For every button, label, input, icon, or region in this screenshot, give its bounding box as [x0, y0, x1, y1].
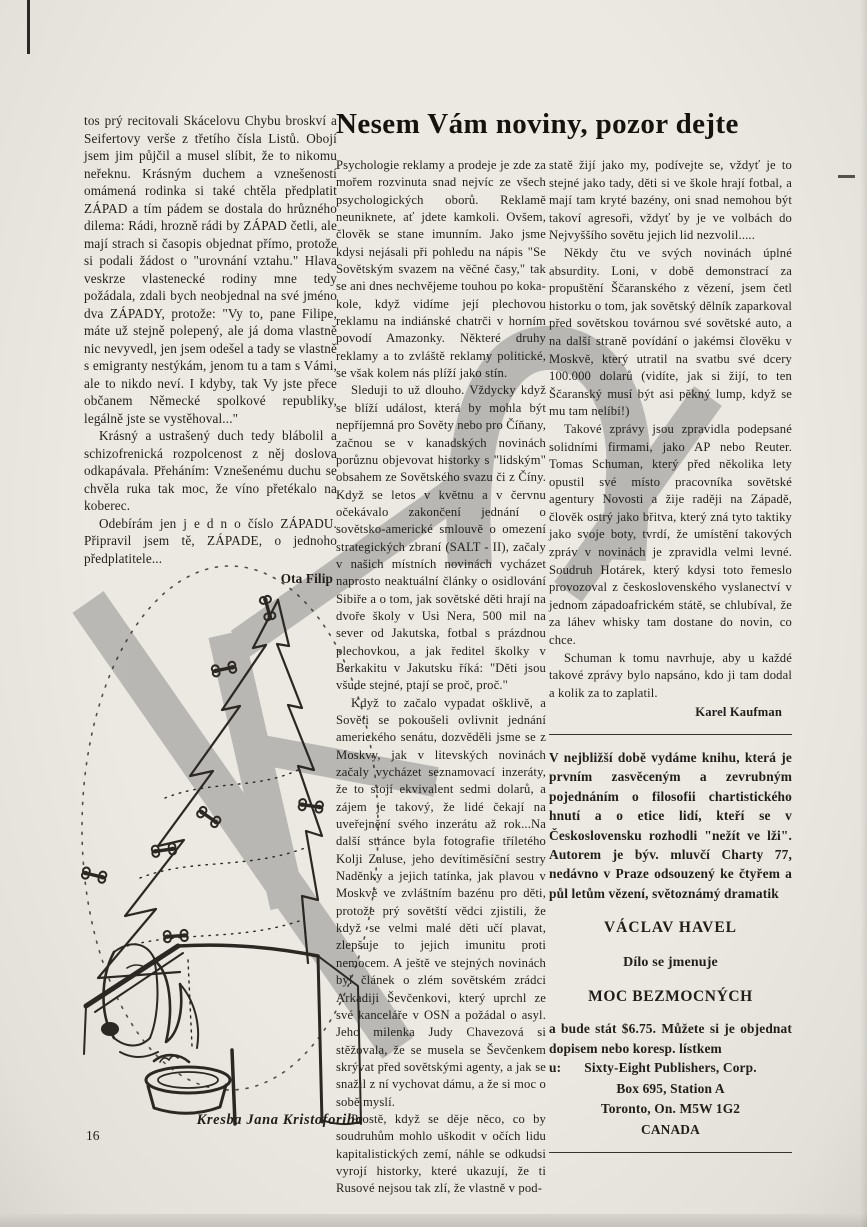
- paragraph: Sleduji to už dlouho. Vždycky když se blíží událost, která by mohla být nepříjemná pro Sověty nebo pro Číňany, začnou se v kanadských novinách porůznu objevovat historky s "lidským" obsahem ze Sovětského svazu či z Číny. Když se letos v květnu a v červnu očekávalo zakončení jednání o sovětsko-americké smlouvě o omezení strategických zbraní (SALT - II), začaly v našich místních novinách vycházet naprosto neaktuální články o osidlování Sibiře a o tom, jak sovětské děti hrají na dvoře školy v Usi Nera, 500 mil na sever od Jakutska, fotbal s prázdnou plechovkou, a jak ředitel školky v Berkakitu v Jakutsku říká: "Děti jsou všude stejné, ptají se proč, proč.": [336, 383, 546, 693]
- paragraph: statě žijí jako my, podívejte se, vždyť je to stejné jako tady, děti si ve škole hrají fotbal, a mají tam kryté bazény, oni snad nemohou být takoví agresoři, vždyť by je ve volbách do Nejvyššího sovětu jejich lid nezvolil.....: [549, 158, 792, 243]
- announcement-work-label: Dílo se jmenuje: [623, 954, 718, 970]
- dog-and-doghouse-drawing: [70, 548, 390, 1138]
- announcement-book-title: MOC BEZMOCNÝCH: [588, 988, 753, 1006]
- address-line: CANADA: [641, 1121, 700, 1137]
- left-column: [84, 112, 337, 588]
- address-line: Sixty-Eight Publishers, Corp.: [584, 1060, 757, 1076]
- article-headline: Nesem Vám noviny, pozor dejte: [336, 108, 739, 140]
- paragraph: Prostě, když se děje něco, co by soudruhům mohlo uškodit v očích lidu kapitalistických zemí, náhle se odkudsi vyrojí historky, které ukazují, že ti Rusové nejsou tak zlí, že vlastně v pod-: [336, 1111, 546, 1196]
- announcement-order-info: a bude stát $6.75. Můžete si je objednat dopisem nebo koresp. lístkem: [549, 1021, 792, 1056]
- paragraph: Odebírám jen j e d n o číslo ZÁPADU. Připravil jsem tě, ZÁPADE, o jednoho předplatitele...: [84, 515, 337, 566]
- author-signature: Ota Filip: [280, 571, 333, 586]
- paragraph: tos prý recitovali Skácelovu Chybu broskví a Seifertovy verše z třetího čísla Listů. Obojí jsem jim půjčil a musel slíbit, že to nikomu neřeknu. Krásným duchem a vznešeností omámená rodinka si také chtěla předplatit ZÁPAD a tím pádem se dostala do hrůzného dilema: Rádi, hrozně rádi by ZÁPAD četli, ale mají strach si časopis objednat přímo, protože si podali žádost o "urovnání vztahu." Hlava veskrze vlastenecké rodiny mne tedy požádala, zdali bych neobjednal na své jméno dva ZÁPADY, protože: "Vy to, pane Filipe, máte už stejně polepený, ale já doma vlastně nic nevyvedl, jen jsem odešel a tady se vlastně s emigranty nestýkám, jenom tu a tam s Vámi, ale to nikdo neví. I kdyby, tak Vy jste přece občanem Německé spolkové republiky, legálně jste se vystěhoval...": [84, 113, 337, 426]
- address-u-label: u:: [549, 1060, 562, 1076]
- publisher-address-block: [549, 1058, 792, 1140]
- announcement-author-name: VÁCLAV HAVEL: [603, 919, 738, 937]
- section-divider-top: [549, 734, 792, 735]
- paragraph: Psychologie reklamy a prodeje je zde za mořem rozvinuta snad nejvíc ze všech psychologických oborů. Reklamě neuniknete, ať jdete kamkoli. Ovšem, člověk se stane imunním. Jako jsme kdysi nejásali při pohledu na nápis "Se Sovětským svazem na věčné časy," tak se ani dnes nechvějeme touhou po koka-kole, když vidíme její plechovou reklamu na indiánské chatrči v horním povodí Amazonky. Některé druhy reklamy a to zvláště reklamy politické, se však kolem nás plíží jako stín.: [336, 158, 546, 381]
- paragraph: Když to začalo vypadat ošklivě, a Sověti se pokoušeli ovlivnit jednání amerického senátu, dozvěděli jsme se z Moskvy, jak v litevských novinách začaly vycházet seznamovací inzeráty, že to stojí ekvivalent sedmi dolarů, a zájem je takový, že lidé čekají na uveřejnění svého inzerátu až rok...Na další stránce byla fotografie tříletého Kolji Zaluse, jeho devítiměsíční sestry Naděnky a jejich tatínka, jak plavou v Moskvě ve zvláštním bazénu pro děti, protože prý sovětští vědci zjistili, že když se velmi malé děti učí plavat, zlepšuje to jejich imunitu proti nemocem. A ještě ve stejných novinách byl článek o zlém sovětském zrádci Arkadiji Ševčenkovi, který uprchl ze své kanceláře v OSN a požádal o asyl. Jeho milenka Judy Chavezová si stěžovala, že se musela se Ševčenkem skrývat před sovětskými agenty, a jak se snažil z ní vychovat dámu, a že si moc o sobě myslí.: [336, 695, 546, 1109]
- paragraph: Schuman k tomu navrhuje, aby u každé takové zprávy bylo napsáno, kdo ji tam dodal a kolik za to zaplatil.: [549, 650, 792, 700]
- address-line: Box 695, Station A: [616, 1080, 725, 1096]
- address-line: Toronto, On. M5W 1G2: [600, 1101, 741, 1117]
- paragraph: Krásný a ustrašený duch tedy blábolil a schizofrenická rozpolcenost z něj doslova odkapávala. Přeháním: Vznešenému duchu se chvěla ruka tak moc, že víno přetékalo na koberec.: [84, 428, 337, 513]
- paragraph: Někdy čtu ve svých novinách úplné absurdity. Loni, v době demonstrací za propuštění Ščaranského z vězení, jsem četl historku o tom, jak sovětský dělník zaparkoval před sovětskou továrnou své sovětské auto, a na další straně povídání o jakémsi člověku v Moskvě, který utratil na svatbu své dcery 100.000 dolarů (vidíte, jak si žijí, to ten Ščaranský musí být asi pěkný lump, když se mu tam nelíbí!): [549, 245, 792, 419]
- section-divider-bottom: [549, 1152, 792, 1153]
- right-column: [549, 157, 792, 1153]
- paragraph: Takové zprávy jsou zpravidla podepsané solidními firmami, jako AP nebo Reuter. Tomas Schuman, který před několika lety opustil své místo pracovníka sovětské agentury Novosti a žije raději na Západě, člověk ostrý jako břitva, který zná tyto taktiky jako svoje boty, tvrdí, že umístění takových zpráv v novinách je zpravidla velmi levné. Soudruh Hotárek, který kdysi toto řemeslo provozoval z československého vyslanectví v jednom západoafrickém státě, se chlubíval, že za láhev whisky tam dostane do novin, co chce.: [549, 421, 792, 648]
- page-number: 16: [86, 1128, 100, 1143]
- drawing-caption: Kresba Jana Kristoforiho: [196, 1112, 364, 1128]
- article-byline: Karel Kaufman: [695, 705, 782, 720]
- book-announcement-intro: V nejbližší době vydáme knihu, která je prvním zasvěceným a zevrubným pojednáním o filosofii chartistického hnutí a o etice lidí, kteří se v Československu rozhodli "nežít ve lži". Autorem je býv. mluvčí Charty 77, nedávno v Praze odsouzený ke čtyřem a půl letům vězení, světoznámý dramatik: [549, 750, 792, 901]
